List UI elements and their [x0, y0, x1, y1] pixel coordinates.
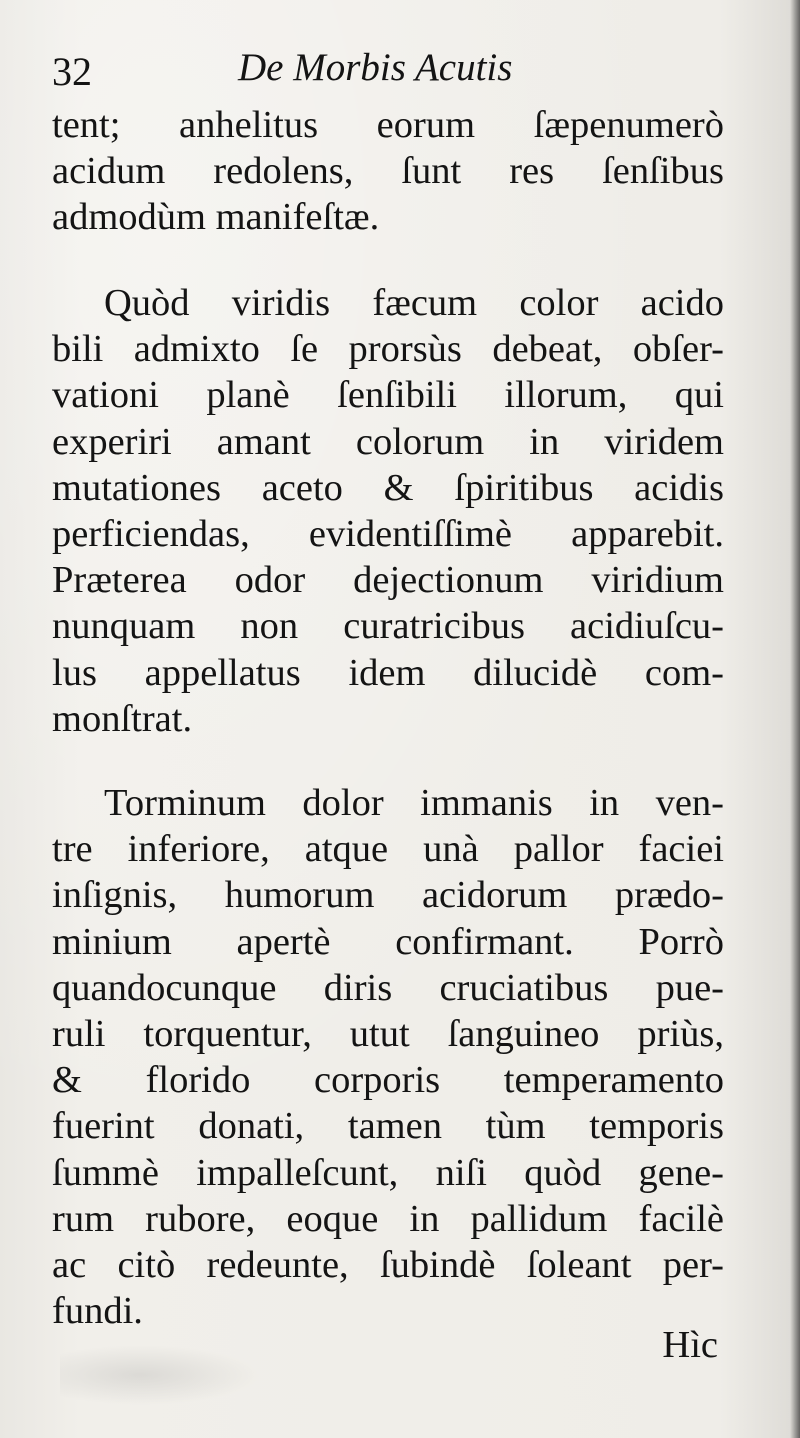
text-line: rum rubore, eoque in pallidum facilè — [52, 1197, 724, 1240]
page-edge-shadow — [790, 0, 800, 1438]
text-line: perficiendas, evidentiſſimè apparebit. — [52, 513, 724, 556]
text-line: lus appellatus idem dilucidè com- — [52, 651, 724, 694]
text-line: & florido corporis temperamento — [52, 1059, 724, 1102]
text-line: monſtrat. — [52, 697, 193, 740]
paragraph-continuation — [52, 102, 724, 241]
text-line: ruli torquentur, utut ſanguineo priùs, — [52, 1013, 724, 1056]
running-title: De Morbis Acutis — [238, 46, 513, 89]
text-line: tre inferiore, atque unà pallor faciei — [52, 828, 724, 871]
text-line: experiri amant colorum in viridem — [52, 420, 724, 463]
text-line: inſignis, humorum acidorum prædo- — [52, 874, 724, 917]
text-line: Quòd viridis fæcum color acido — [104, 282, 724, 324]
text-line: admodùm manifeſtæ. — [52, 196, 380, 239]
paragraph-torminum — [52, 780, 724, 1334]
text-line: acidum redolens, ſunt res ſenſibus — [52, 150, 724, 193]
text-line: ac citò redeunte, ſubindè ſoleant per- — [52, 1244, 724, 1287]
text-line: nunquam non curatricibus acidiuſcu- — [52, 605, 724, 648]
text-line: mutationes aceto & ſpiritibus acidis — [52, 466, 724, 509]
text-line: quandocunque diris cruciatibus pue- — [52, 966, 724, 1009]
text-line: vationi planè ſenſibili illorum, qui — [52, 374, 724, 417]
text-line: fuerint donati, tamen tùm temporis — [52, 1105, 724, 1148]
text-line: bili admixto ſe prorsùs debeat, obſer- — [52, 328, 724, 371]
page-header — [52, 40, 752, 100]
text-line: minium apertè confirmant. Porrò — [52, 920, 724, 963]
catchword: Hìc — [662, 1324, 718, 1366]
text-line: fundi. — [52, 1290, 143, 1333]
text-line: Torminum dolor immanis in ven- — [104, 782, 724, 824]
bleed-through-smudge — [60, 1345, 260, 1405]
text-line: ſummè impalleſcunt, niſi quòd gene- — [52, 1151, 724, 1194]
paragraph-green-color — [52, 280, 724, 742]
page-number: 32 — [52, 49, 92, 94]
text-line: tent; anhelitus eorum ſæpenumerò — [52, 104, 724, 146]
text-line: Præterea odor dejectionum viridium — [52, 559, 724, 602]
